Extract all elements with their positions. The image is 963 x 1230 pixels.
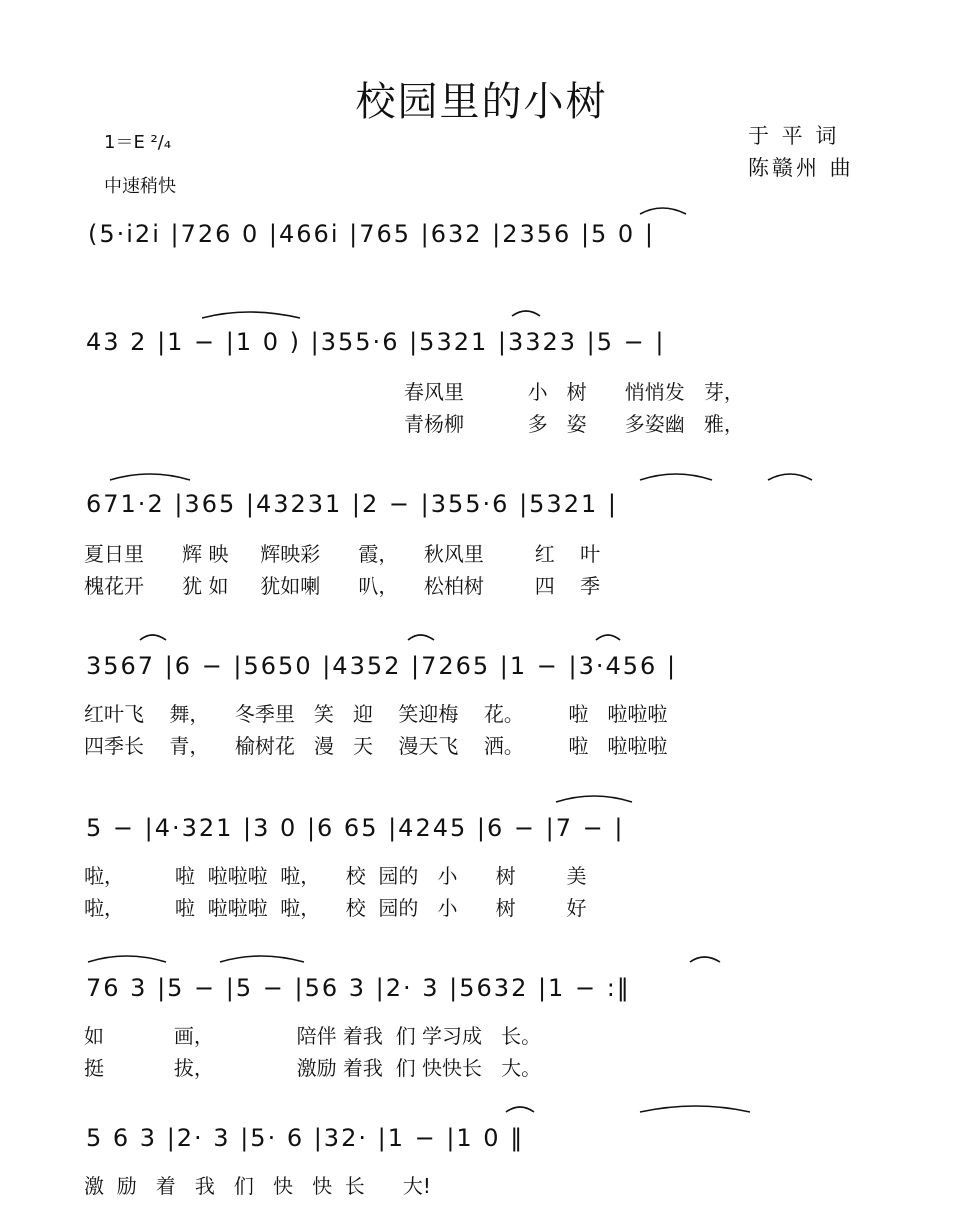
lyric-verse-1: 春风里 小 树 悄悄发 芽，: [404, 380, 744, 404]
key-signature: 1＝E ²/₄: [104, 132, 172, 153]
notation-line: 5 6 3 |2· 3 |5· 6 |32· |1 − |1 0 ‖: [86, 1124, 525, 1152]
lyric-verse-2: 四季长 青， 榆树花 漫 天 漫天飞 洒。 啦 啦啦啦: [84, 734, 668, 758]
lyric-verse-1: 如 画， 陪伴 着我 们 学习成 长。: [84, 1024, 542, 1048]
lyric-verse-1: 啦， 啦 啦啦啦 啦， 校 园的 小 树 美: [84, 864, 587, 888]
lyric-verse-1: 红叶飞 舞， 冬季里 笑 迎 笑迎梅 花。 啦 啦啦啦: [84, 702, 668, 726]
lyricist-credit: 于 平 词: [748, 124, 840, 148]
lyric-verse-2: 啦， 啦 啦啦啦 啦， 校 园的 小 树 好: [84, 896, 587, 920]
lyric-verse-1: 夏日里 辉 映 辉映彩 霞， 秋风里 红 叶: [84, 542, 601, 566]
lyric-verse-2: 槐花开 犹 如 犹如喇 叭， 松柏树 四 季: [84, 574, 601, 598]
tempo-marking: 中速稍快: [104, 176, 176, 197]
notation-line: (5·i2i |726 0 |466i |765 |632 |2356 |5 0 |: [88, 220, 655, 248]
lyric-verse-1: 激 励 着 我 们 快 快 长 大!: [84, 1174, 431, 1198]
lyric-verse-2: 挺 拔， 激励 着我 们 快快长 大。: [84, 1056, 542, 1080]
lyric-verse-2: 青杨柳 多 姿 多姿幽 雅，: [404, 412, 744, 436]
notation-line: 671·2 |365 |43231 |2 − |355·6 |5321 |: [86, 490, 618, 518]
page-title: 校园里的小树: [355, 79, 608, 125]
notation-line: 43 2 |1 − |1 0 ) |355·6 |5321 |3323 |5 − |: [86, 328, 666, 356]
composer-credit: 陈赣州 曲: [748, 156, 854, 180]
notation-line: 76 3 |5 − |5 − |56 3 |2· 3 |5632 |1 − :‖: [86, 974, 631, 1002]
notation-line: 3567 |6 − |5650 |4352 |7265 |1 − |3·456 |: [86, 652, 678, 680]
notation-line: 5 − |4·321 |3 0 |6 65 |4245 |6 − |7 − |: [86, 814, 625, 842]
